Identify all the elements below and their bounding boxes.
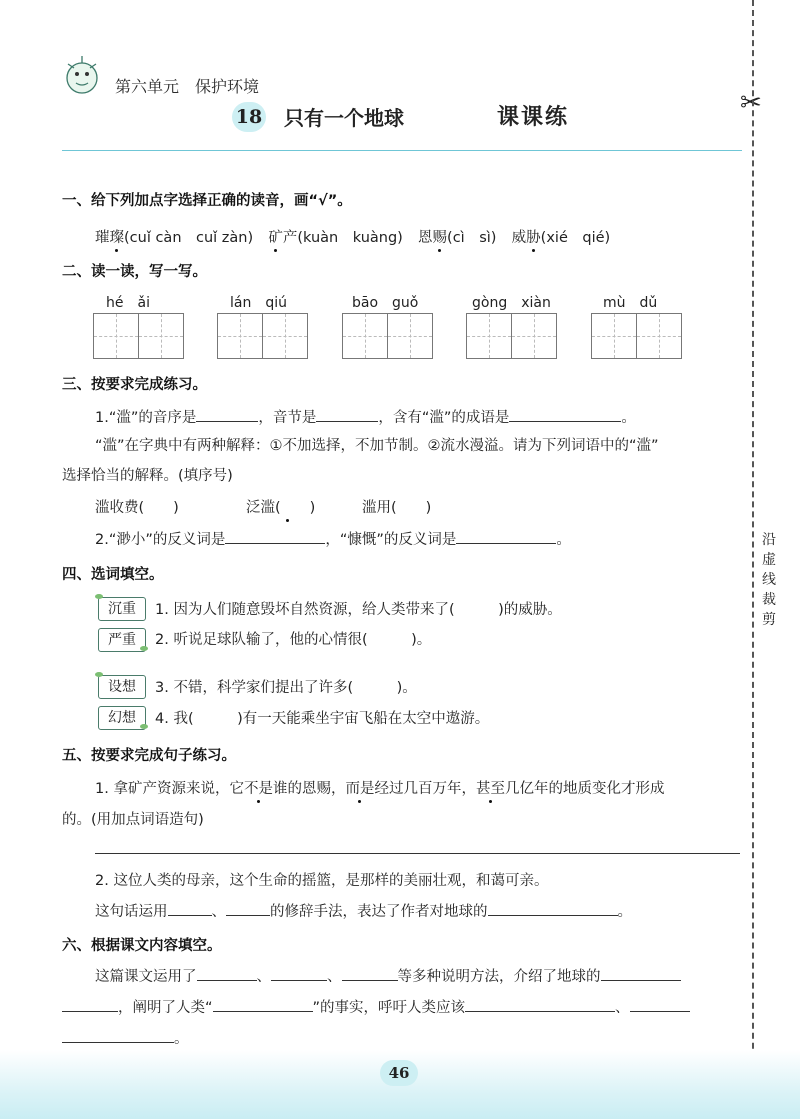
answer-blank[interactable] bbox=[342, 966, 398, 981]
leaf-icon bbox=[140, 724, 148, 729]
s5-question-1-line-2: 的。(用加点词语造句) bbox=[62, 812, 204, 828]
section-6-title: 六、根据课文内容填空。 bbox=[62, 938, 222, 954]
header-divider bbox=[62, 150, 742, 151]
s4-question-2: 2. 听说足球队输了，他的心情很( )。 bbox=[155, 632, 432, 648]
answer-blank[interactable] bbox=[225, 529, 325, 544]
word-tag-yanzhong: 严重 bbox=[98, 628, 146, 652]
pron-item: 矿产(kuàn kuàng) bbox=[268, 230, 403, 246]
page-number: 46 bbox=[380, 1060, 418, 1086]
unit-label: 第六单元 保护环境 bbox=[115, 77, 260, 96]
answer-blank[interactable] bbox=[601, 966, 681, 981]
s4-question-1: 1. 因为人们随意毁坏自然资源，给人类带来了( )的威胁。 bbox=[155, 602, 562, 618]
writing-grid-5[interactable] bbox=[591, 313, 681, 359]
lesson-title: 只有一个地球 bbox=[284, 106, 404, 130]
s6-line-3: 。 bbox=[62, 1027, 189, 1048]
answer-blank[interactable] bbox=[62, 1028, 174, 1043]
section-3-title: 三、按要求完成练习。 bbox=[62, 377, 207, 393]
answer-blank[interactable] bbox=[316, 407, 378, 422]
pinyin-1: hé ǎi bbox=[106, 295, 150, 311]
answer-blank[interactable] bbox=[196, 407, 258, 422]
answer-blank[interactable] bbox=[62, 997, 118, 1012]
s3-description-1: “滥”在字典中有两种解释：①不加选择，不加节制。②流水漫溢。请为下列词语中的“滥” bbox=[95, 438, 659, 454]
section-1-title: 一、给下列加点字选择正确的读音，画“√”。 bbox=[62, 193, 352, 209]
answer-blank[interactable] bbox=[271, 966, 327, 981]
s5-question-1-line-1: 1. 拿矿产资源来说，它不是谁的恩赐，而是经过几百万年，甚至几亿年的地质变化才形成 bbox=[95, 781, 665, 797]
scissors-icon: ✂ bbox=[740, 88, 762, 118]
answer-blank[interactable] bbox=[213, 997, 313, 1012]
pron-item: 恩赐(cì sì) bbox=[418, 230, 497, 246]
answer-blank[interactable] bbox=[509, 407, 621, 422]
answer-blank[interactable] bbox=[630, 997, 690, 1012]
s3-description-2: 选择恰当的解释。(填序号) bbox=[62, 468, 233, 484]
leaf-icon bbox=[140, 646, 148, 651]
s4-question-4: 4. 我( )有一天能乘坐宇宙飞船在太空中遨游。 bbox=[155, 711, 490, 727]
cut-dashed-line bbox=[752, 0, 754, 1119]
word-tag-shexiang: 设想 bbox=[98, 675, 146, 699]
s4-question-3: 3. 不错，科学家们提出了许多( )。 bbox=[155, 680, 417, 696]
s3-word-3: 滥用( ) bbox=[362, 500, 432, 516]
writing-grid-1[interactable] bbox=[93, 313, 183, 359]
word-tag-huanxiang: 幻想 bbox=[98, 706, 146, 730]
s5-question-2: 2. 这位人类的母亲，这个生命的摇篮，是那样的美丽壮观，和蔼可亲。 bbox=[95, 873, 549, 889]
pronunciation-row bbox=[95, 226, 610, 247]
leaf-icon bbox=[95, 672, 103, 677]
s3-question-1: 1.“滥”的音序是 ，音节是 ，含有“滥”的成语是 。 bbox=[95, 406, 636, 427]
answer-blank[interactable] bbox=[226, 901, 270, 916]
section-2-title: 二、读一读，写一写。 bbox=[62, 264, 207, 280]
pinyin-2: lán qiú bbox=[230, 295, 287, 311]
answer-blank[interactable] bbox=[488, 901, 618, 916]
lesson-type: 课课练 bbox=[497, 105, 570, 130]
unit-mascot-icon bbox=[60, 52, 104, 100]
cut-hint: 沿 虚 线 裁 剪 bbox=[762, 532, 776, 628]
writing-grid-4[interactable] bbox=[466, 313, 556, 359]
answer-blank[interactable] bbox=[465, 997, 615, 1012]
s6-line-1: 这篇课文运用了 、 、 等多种说明方法，介绍了地球的 bbox=[95, 965, 681, 986]
pinyin-5: mù dǔ bbox=[603, 295, 658, 311]
s3-question-2: 2.“渺小”的反义词是 ，“慷慨”的反义词是 。 bbox=[95, 528, 571, 549]
writing-grid-3[interactable] bbox=[342, 313, 432, 359]
s6-line-2: ，阐明了人类“ ”的事实，呼吁人类应该 、 bbox=[62, 996, 690, 1017]
s3-word-2: 泛滥( ) bbox=[246, 500, 316, 516]
answer-writing-line[interactable] bbox=[95, 853, 740, 854]
answer-blank[interactable] bbox=[456, 529, 556, 544]
pinyin-3: bāo guǒ bbox=[352, 295, 419, 311]
answer-blank[interactable] bbox=[168, 901, 212, 916]
word-tag-chenzhong: 沉重 bbox=[98, 597, 146, 621]
pron-item: 璀璨(cuǐ càn cuǐ zàn) bbox=[95, 230, 254, 246]
writing-grid-2[interactable] bbox=[217, 313, 307, 359]
answer-blank[interactable] bbox=[197, 966, 257, 981]
pinyin-4: gòng xiàn bbox=[472, 295, 551, 311]
section-5-title: 五、按要求完成句子练习。 bbox=[62, 748, 236, 764]
pron-item: 威胁(xié qié) bbox=[511, 230, 611, 246]
section-4-title: 四、选词填空。 bbox=[62, 567, 164, 583]
lesson-number: 18 bbox=[232, 102, 266, 132]
s3-word-1: 滥收费( ) bbox=[95, 500, 179, 516]
leaf-icon bbox=[95, 594, 103, 599]
s5-question-2-fill: 这句话运用 、 的修辞手法，表达了作者对地球的 。 bbox=[95, 900, 632, 921]
